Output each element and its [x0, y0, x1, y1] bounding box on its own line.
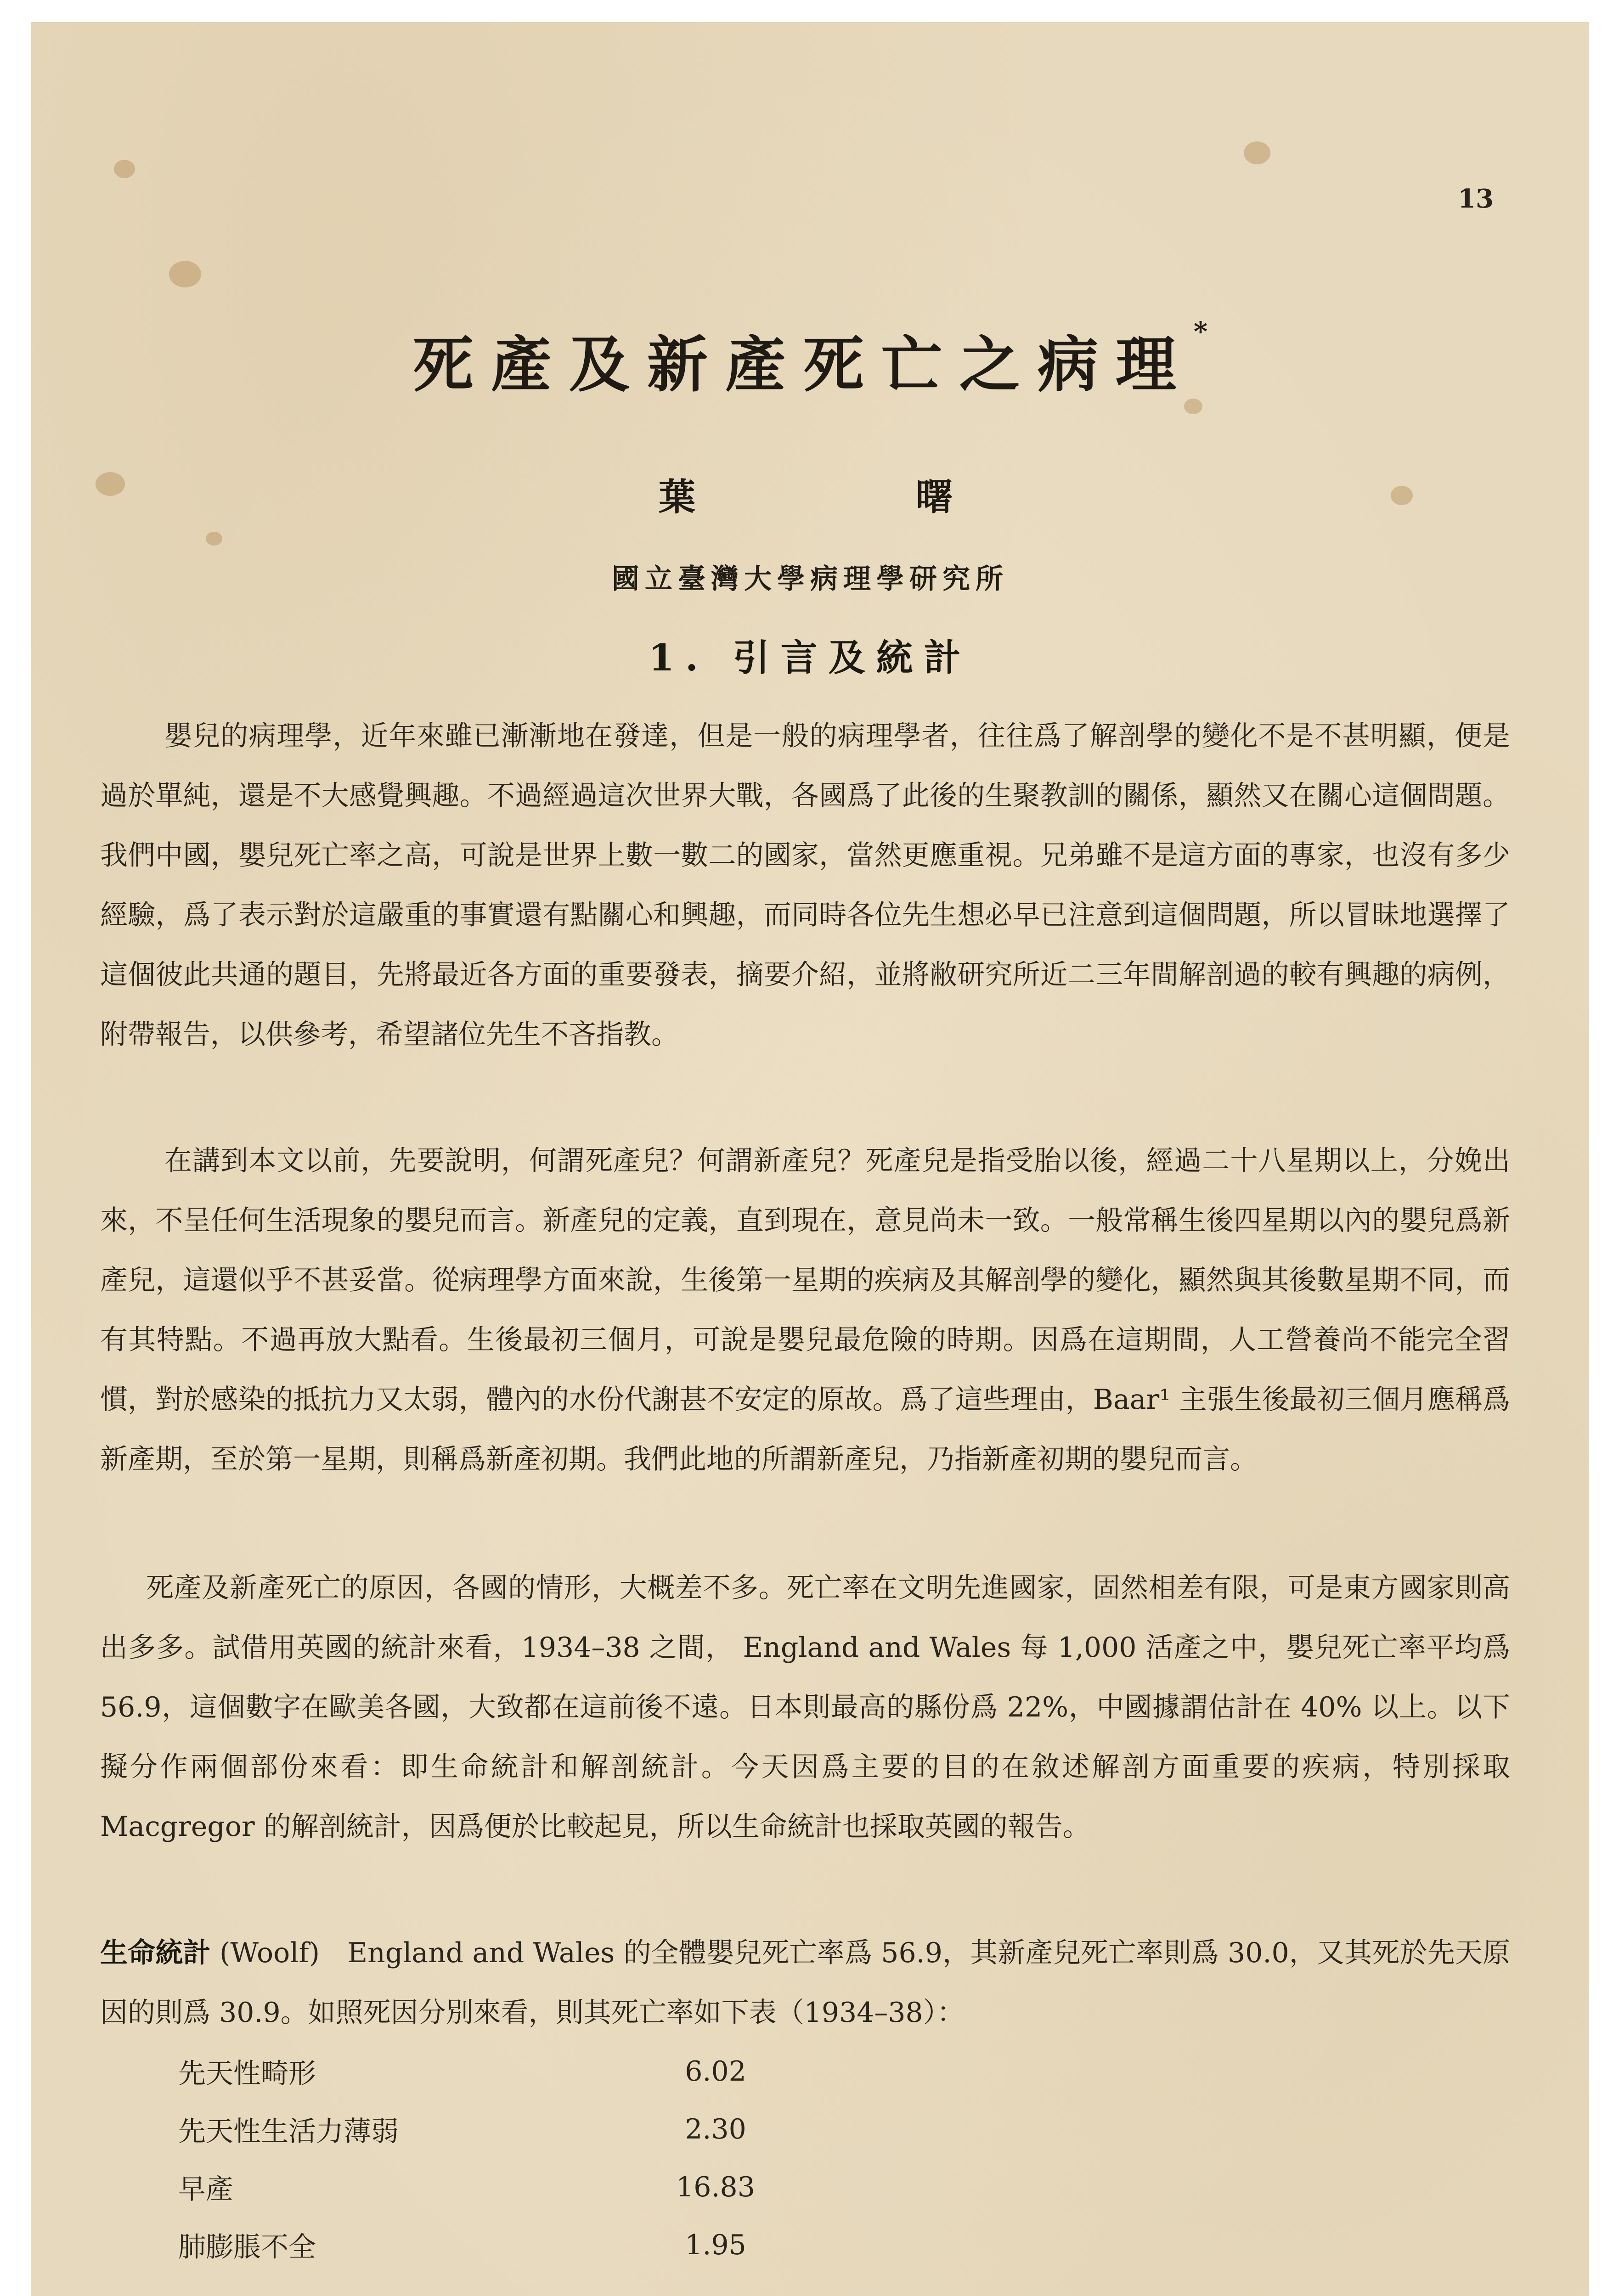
paragraph-vital-statistics	[100, 1923, 1510, 2043]
section-heading: 1. 引言及統計	[649, 636, 972, 679]
author-affiliation: 國立臺灣大學病理學研究所	[612, 563, 1009, 595]
journal-page	[31, 22, 1589, 2296]
cause-label: 先天性畸形	[178, 2058, 316, 2090]
vital-statistics-text: (Woolf) England and Wales 的全體嬰兒死亡率爲 56.9，其新產兒死亡率則爲 30.0，又其死於先天原因的則爲 30.9。如照死因分別來看，則其死亡率如下表（1934–38）：	[100, 1937, 1510, 2029]
table-row	[178, 2043, 1189, 2100]
rate-value: 2.30	[685, 2113, 746, 2145]
table-row	[178, 2158, 1189, 2216]
article-title	[31, 316, 1589, 403]
table-row	[178, 2216, 1189, 2274]
rate-value: 1.95	[685, 2229, 746, 2261]
page-number: 13	[1458, 184, 1494, 214]
title-footnote-mark: *	[1193, 316, 1208, 347]
title-text: 死產及新產死亡之病理	[412, 329, 1194, 400]
rate-value: 6.02	[685, 2055, 746, 2088]
paragraph-intro: 嬰兒的病理學，近年來雖已漸漸地在發達，但是一般的病理學者，往往爲了解剖學的變化不是不甚明顯，便是過於單純，還是不大感覺興趣。不過經過這次世界大戰，各國爲了此後的生聚教訓的關係，顯然又在關心這個問題。我們中國，嬰兒死亡率之高，可說是世界上數一數二的國家，當然更應重視。兄弟雖不是這方面的專家，也沒有多少經驗，爲了表示對於這嚴重的事實還有點關心和興趣，而同時各位先生想必早已注意到這個問題，所以冒昧地選擇了這個彼此共通的題目，先將最近各方面的重要發表，摘要介紹，並將敝研究所近二三年間解剖過的較有興趣的病例，附帶報告，以供參考，希望諸位先生不吝指教。	[100, 720, 1510, 1051]
cause-label: 肺膨脹不全	[178, 2231, 316, 2263]
rate-value: 16.83	[676, 2171, 755, 2203]
cause-label: 先天性生活力薄弱	[178, 2116, 399, 2148]
death-rate-table	[178, 2043, 1189, 2274]
paragraph-causes: 死產及新產死亡的原因，各國的情形，大概差不多。死亡率在文明先進國家，固然相差有限，可是東方國家則高出多多。試借用英國的統計來看，1934–38 之間， England and Wales 每 1,000 活產之中，嬰兒死亡率平均爲 56.9，這個數字在歐美各國，大致都在這前後不遠。日本則最高的縣份爲 22%，中國據謂估計在 40% 以上。以下擬分作兩個部份來看：即生命統計和解剖統計。今天因爲主要的目的在敘述解剖方面重要的疾病，特別採取 Macgregor 的解剖統計，因爲便於比較起見，所以生命統計也採取英國的報告。	[100, 1572, 1510, 1843]
author-name: 葉 曙	[659, 475, 1044, 518]
table-row	[178, 2100, 1189, 2158]
vital-statistics-run-in: 生命統計	[100, 1937, 211, 1969]
paragraph-definitions: 在講到本文以前，先要說明，何謂死產兒？何謂新產兒？死產兒是指受胎以後，經過二十八星期以上，分娩出來，不呈任何生活現象的嬰兒而言。新產兒的定義，直到現在，意見尚未一致。一般常稱生後四星期以內的嬰兒爲新產兒，這還似乎不甚妥當。從病理學方面來說，生後第一星期的疾病及其解剖學的變化，顯然與其後數星期不同，而有其特點。不過再放大點看。生後最初三個月，可說是嬰兒最危險的時期。因爲在這期間，人工營養尚不能完全習慣，對於感染的抵抗力又太弱，體內的水份代謝甚不安定的原故。爲了這些理由，Baar¹ 主張生後最初三個月應稱爲新產期，至於第一星期，則稱爲新產初期。我們此地的所謂新產兒，乃指新產初期的嬰兒而言。	[100, 1145, 1510, 1475]
cause-label: 早產	[178, 2173, 233, 2206]
